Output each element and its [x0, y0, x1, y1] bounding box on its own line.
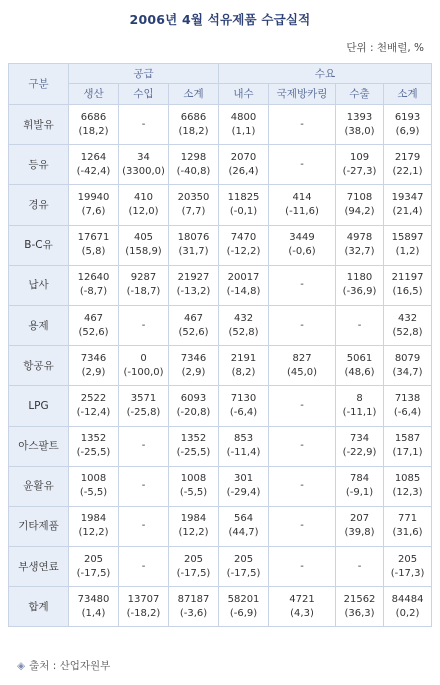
cell-value: 432 [233, 312, 254, 324]
table-row [9, 305, 432, 345]
row-label: B-C유 [9, 225, 69, 265]
table-cell [336, 426, 384, 466]
cell-value: 20017 [227, 272, 260, 284]
table-cell [384, 145, 432, 185]
cell-value: 18076 [177, 232, 210, 244]
cell-change-rate: (-22,9) [342, 447, 377, 459]
cell-value: 4800 [230, 111, 257, 123]
cell-value: 410 [133, 191, 154, 203]
cell-change-rate: (22,1) [392, 165, 423, 177]
cell-value: 1352 [80, 433, 107, 445]
cell-value: 564 [233, 513, 254, 525]
table-cell [384, 225, 432, 265]
cell-change-rate: (8,2) [231, 366, 256, 378]
table-cell [336, 225, 384, 265]
cell-change-rate: (21,4) [392, 205, 423, 217]
cell-change-rate: (52,6) [78, 326, 109, 338]
cell-value: 15897 [391, 232, 424, 244]
cell-change-rate: (-12,2) [226, 246, 261, 258]
table-cell [169, 506, 219, 546]
cell-value: 205 [397, 553, 418, 565]
table-cell [269, 265, 336, 305]
table-cell [336, 265, 384, 305]
cell-value: 1352 [180, 433, 207, 445]
cell-change-rate: (1,1) [231, 125, 256, 137]
cell-value: 73480 [77, 593, 110, 605]
table-cell [219, 587, 269, 627]
table-cell [336, 346, 384, 386]
table-cell [336, 185, 384, 225]
table-cell [119, 466, 169, 506]
table-cell [169, 386, 219, 426]
cell-value: 2179 [394, 151, 421, 163]
cell-change-rate: (-6,9) [229, 607, 258, 619]
cell-value: 1984 [180, 513, 207, 525]
table-cell [269, 547, 336, 587]
cell-value: 205 [233, 553, 254, 565]
row-label: 경유 [9, 185, 69, 225]
cell-value: - [300, 279, 304, 291]
table-cell [269, 145, 336, 185]
cell-value: - [141, 520, 146, 532]
cell-value: 2522 [80, 392, 107, 404]
cell-value: 21927 [177, 272, 210, 284]
source-note [17, 658, 110, 673]
table-cell [169, 426, 219, 466]
cell-change-rate: (0,2) [395, 607, 420, 619]
cell-change-rate: (7,6) [81, 205, 106, 217]
row-label: 휘발유 [9, 105, 69, 145]
table-cell [336, 105, 384, 145]
col-bunkering: 국제방카링 [269, 84, 336, 105]
unit-label: 단위 : 천배럴, % [346, 42, 424, 54]
cell-change-rate: (-11,6) [285, 205, 319, 217]
table-cell [219, 547, 269, 587]
table-cell [384, 506, 432, 546]
cell-change-rate: (12,2) [78, 527, 109, 539]
cell-change-rate: (-11,4) [226, 447, 261, 459]
cell-value: 1264 [80, 151, 107, 163]
cell-value: - [300, 158, 304, 170]
cell-value: - [357, 319, 362, 331]
cell-change-rate: (34,7) [392, 366, 423, 378]
cell-value: 1008 [180, 473, 207, 485]
cell-value: 1984 [80, 513, 107, 525]
table-cell [219, 346, 269, 386]
cell-change-rate: (7,7) [181, 205, 206, 217]
row-label: 납사 [9, 265, 69, 305]
table-cell [269, 305, 336, 345]
table-cell [384, 587, 432, 627]
cell-value: 301 [233, 473, 254, 485]
row-label: 윤활유 [9, 466, 69, 506]
cell-change-rate: (31,6) [392, 527, 423, 539]
cell-change-rate: (-27,3) [342, 165, 377, 177]
table-cell [119, 346, 169, 386]
page-title: 2006년 4월 석유제품 수급실적 [129, 12, 311, 27]
col-domestic: 내수 [219, 84, 269, 105]
cell-value: - [300, 399, 304, 411]
cell-change-rate: (52,8) [392, 326, 423, 338]
table-row [9, 587, 432, 627]
cell-value: 17671 [77, 232, 110, 244]
cell-value: 4978 [346, 232, 373, 244]
table-cell [219, 506, 269, 546]
table-cell [119, 105, 169, 145]
cell-change-rate: (52,8) [228, 326, 259, 338]
cell-value: 7346 [80, 352, 107, 364]
cell-value: 0 [140, 352, 147, 364]
table-cell [69, 506, 119, 546]
cell-change-rate: (-25,5) [176, 447, 211, 459]
cell-change-rate: (-25,5) [76, 447, 111, 459]
table-row [9, 185, 432, 225]
cell-change-rate: (36,3) [344, 607, 375, 619]
cell-change-rate: (5,8) [81, 246, 106, 258]
table-cell [269, 587, 336, 627]
cell-value: - [141, 118, 146, 130]
cell-value: 109 [349, 151, 370, 163]
cell-change-rate: (39,8) [344, 527, 375, 539]
table-cell [69, 346, 119, 386]
cell-change-rate: (26,4) [228, 165, 259, 177]
cell-change-rate: (-0,6) [288, 246, 316, 258]
table-cell [219, 386, 269, 426]
table-cell [269, 105, 336, 145]
row-label: 기타제품 [9, 506, 69, 546]
cell-value: 405 [133, 232, 154, 244]
cell-change-rate: (-13,2) [176, 286, 211, 298]
cell-value: - [141, 440, 146, 452]
table-cell [119, 587, 169, 627]
table-cell [384, 426, 432, 466]
cell-value: 21197 [391, 272, 424, 284]
cell-change-rate: (12,2) [178, 527, 209, 539]
cell-value: 432 [397, 312, 418, 324]
table-cell [384, 305, 432, 345]
cell-value: 12640 [77, 272, 110, 284]
table-cell [169, 346, 219, 386]
col-export: 수출 [336, 84, 384, 105]
cell-value: 19347 [391, 191, 424, 203]
cell-value: - [141, 560, 146, 572]
cell-value: 1298 [180, 151, 207, 163]
row-label: 용제 [9, 305, 69, 345]
header-demand: 수요 [219, 64, 432, 84]
table-cell [119, 185, 169, 225]
col-demand-subtotal: 소계 [384, 84, 432, 105]
cell-change-rate: (-17,5) [76, 567, 111, 579]
table-cell [269, 185, 336, 225]
table-cell [69, 466, 119, 506]
table-cell [219, 466, 269, 506]
cell-value: - [300, 480, 304, 492]
cell-value: 6193 [394, 111, 421, 123]
table-cell [384, 265, 432, 305]
cell-change-rate: (-6,4) [229, 406, 258, 418]
cell-value: 4721 [289, 593, 315, 605]
source-text: 출처 : 산업자원부 [29, 660, 111, 672]
table-cell [336, 305, 384, 345]
cell-value: - [300, 440, 304, 452]
table-cell [384, 386, 432, 426]
table-cell [336, 547, 384, 587]
table-row [9, 265, 432, 305]
cell-value: 207 [349, 513, 370, 525]
table-cell [69, 225, 119, 265]
table-cell [69, 587, 119, 627]
table-cell [119, 547, 169, 587]
cell-change-rate: (-3,6) [179, 607, 208, 619]
cell-value: 467 [183, 312, 204, 324]
table-cell [269, 506, 336, 546]
cell-change-rate: (158,9) [125, 246, 162, 258]
cell-change-rate: (6,9) [395, 125, 420, 137]
table-cell [384, 547, 432, 587]
table-cell [219, 426, 269, 466]
cell-value: 1008 [80, 473, 107, 485]
cell-change-rate: (17,1) [392, 447, 423, 459]
cell-value: 8 [356, 392, 363, 404]
cell-value: - [300, 560, 304, 572]
table-cell [269, 466, 336, 506]
table-cell [269, 225, 336, 265]
table-row [9, 426, 432, 466]
table-cell [269, 386, 336, 426]
table-cell [169, 145, 219, 185]
table-cell [169, 305, 219, 345]
cell-value: 771 [397, 513, 418, 525]
cell-change-rate: (-40,8) [176, 165, 211, 177]
table-cell [119, 265, 169, 305]
cell-value: 6093 [180, 392, 207, 404]
table-cell [69, 145, 119, 185]
table-cell [119, 506, 169, 546]
table-cell [219, 105, 269, 145]
cell-value: 7108 [346, 191, 373, 203]
supply-demand-table [8, 63, 432, 627]
cell-change-rate: (-9,1) [345, 487, 374, 499]
table-cell [69, 265, 119, 305]
cell-change-rate: (18,2) [78, 125, 109, 137]
cell-change-rate: (-0,1) [229, 205, 258, 217]
cell-change-rate: (44,7) [228, 527, 259, 539]
row-label: 아스팔트 [9, 426, 69, 466]
cell-value: 1180 [346, 272, 373, 284]
row-label: 부생연료 [9, 547, 69, 587]
cell-value: 5061 [346, 352, 373, 364]
table-cell [69, 305, 119, 345]
cell-change-rate: (16,5) [392, 286, 423, 298]
table-row [9, 105, 432, 145]
cell-change-rate: (4,3) [290, 607, 314, 619]
cell-value: 21562 [343, 593, 376, 605]
cell-value: 20350 [177, 191, 210, 203]
cell-value: 784 [349, 473, 370, 485]
cell-value: 7138 [394, 392, 421, 404]
cell-change-rate: (38,0) [344, 125, 375, 137]
col-production: 생산 [69, 84, 119, 105]
cell-change-rate: (-29,4) [226, 487, 261, 499]
cell-value: - [141, 480, 146, 492]
diamond-icon: ◈ [17, 660, 26, 672]
cell-value: 58201 [227, 593, 260, 605]
row-label: 항공유 [9, 346, 69, 386]
cell-value: 2070 [230, 151, 257, 163]
cell-change-rate: (-12,4) [76, 406, 111, 418]
table-cell [269, 346, 336, 386]
cell-value: 467 [83, 312, 104, 324]
cell-change-rate: (-100,0) [123, 366, 164, 378]
table-row [9, 506, 432, 546]
table-cell [169, 466, 219, 506]
cell-value: 6686 [80, 111, 107, 123]
cell-change-rate: (-36,9) [342, 286, 377, 298]
table-row [9, 225, 432, 265]
row-label: 합계 [9, 587, 69, 627]
cell-change-rate: (-14,8) [226, 286, 261, 298]
table-cell [119, 305, 169, 345]
col-import: 수입 [119, 84, 169, 105]
cell-change-rate: (-5,5) [79, 487, 108, 499]
table-cell [169, 185, 219, 225]
table-cell [336, 587, 384, 627]
cell-change-rate: (45,0) [286, 366, 318, 378]
cell-change-rate: (12,0) [128, 205, 159, 217]
cell-change-rate: (-11,1) [342, 406, 377, 418]
table-cell [119, 386, 169, 426]
cell-change-rate: (-6,4) [393, 406, 422, 418]
table-row [9, 466, 432, 506]
cell-value: 1393 [346, 111, 373, 123]
table-cell [119, 225, 169, 265]
cell-value: 19940 [77, 191, 110, 203]
table-cell [219, 145, 269, 185]
cell-change-rate: (-20,8) [176, 406, 211, 418]
cell-value: 205 [183, 553, 204, 565]
table-row [9, 145, 432, 185]
cell-value: - [141, 319, 146, 331]
table-cell [169, 587, 219, 627]
table-cell [384, 105, 432, 145]
cell-change-rate: (-25,8) [126, 406, 161, 418]
table-cell [336, 145, 384, 185]
table-cell [69, 185, 119, 225]
cell-change-rate: (12,3) [392, 487, 423, 499]
cell-value: - [357, 560, 362, 572]
table-row [9, 346, 432, 386]
cell-value: 7130 [230, 392, 257, 404]
row-label: LPG [9, 386, 69, 426]
table-cell [219, 305, 269, 345]
cell-change-rate: (1,4) [81, 607, 106, 619]
table-cell [69, 547, 119, 587]
cell-value: - [300, 118, 304, 130]
table-cell [69, 426, 119, 466]
cell-value: 827 [292, 352, 312, 364]
header-category: 구분 [9, 64, 69, 105]
cell-value: 9287 [130, 272, 157, 284]
cell-change-rate: (-17,5) [226, 567, 261, 579]
cell-change-rate: (48,6) [344, 366, 375, 378]
cell-value: 1085 [394, 473, 421, 485]
cell-value: - [300, 520, 304, 532]
table-row [9, 547, 432, 587]
cell-change-rate: (-18,2) [126, 607, 161, 619]
table-cell [269, 426, 336, 466]
cell-value: - [300, 319, 304, 331]
cell-value: 84484 [391, 593, 424, 605]
cell-change-rate: (-17,5) [176, 567, 211, 579]
cell-change-rate: (94,2) [344, 205, 375, 217]
table-cell [336, 466, 384, 506]
table-cell [169, 265, 219, 305]
cell-value: 8079 [394, 352, 421, 364]
table-cell [169, 225, 219, 265]
table-cell [119, 426, 169, 466]
table-cell [119, 145, 169, 185]
cell-change-rate: (-42,4) [76, 165, 111, 177]
row-label: 등유 [9, 145, 69, 185]
cell-change-rate: (31,7) [178, 246, 209, 258]
table-cell [336, 386, 384, 426]
table-cell [169, 105, 219, 145]
cell-value: 87187 [177, 593, 210, 605]
cell-value: 2191 [230, 352, 257, 364]
cell-value: 3571 [130, 392, 157, 404]
cell-value: 3449 [289, 232, 315, 244]
table-cell [219, 185, 269, 225]
table-cell [384, 185, 432, 225]
cell-value: 34 [137, 151, 150, 163]
table-cell [69, 386, 119, 426]
cell-change-rate: (1,2) [395, 246, 420, 258]
cell-value: 853 [233, 433, 254, 445]
table-cell [384, 346, 432, 386]
cell-change-rate: (-8,7) [79, 286, 108, 298]
cell-change-rate: (18,2) [178, 125, 209, 137]
table-cell [169, 547, 219, 587]
cell-value: 11825 [227, 191, 260, 203]
cell-change-rate: (-17,3) [390, 567, 425, 579]
cell-value: 6686 [180, 111, 207, 123]
cell-value: 1587 [394, 433, 421, 445]
cell-value: 414 [292, 191, 312, 203]
header-supply: 공급 [69, 64, 219, 84]
cell-change-rate: (2,9) [181, 366, 206, 378]
cell-change-rate: (-18,7) [126, 286, 161, 298]
table-cell [336, 506, 384, 546]
cell-value: 7346 [180, 352, 207, 364]
table-cell [69, 105, 119, 145]
col-supply-subtotal: 소계 [169, 84, 219, 105]
table-row [9, 386, 432, 426]
cell-value: 734 [349, 433, 370, 445]
table-cell [219, 265, 269, 305]
cell-change-rate: (32,7) [344, 246, 375, 258]
cell-value: 205 [83, 553, 104, 565]
cell-change-rate: (-5,5) [179, 487, 208, 499]
cell-value: 13707 [127, 593, 160, 605]
table-cell [219, 225, 269, 265]
cell-value: 7470 [230, 232, 257, 244]
cell-change-rate: (2,9) [81, 366, 106, 378]
cell-change-rate: (52,6) [178, 326, 209, 338]
cell-change-rate: (3300,0) [122, 165, 165, 177]
table-cell [384, 466, 432, 506]
